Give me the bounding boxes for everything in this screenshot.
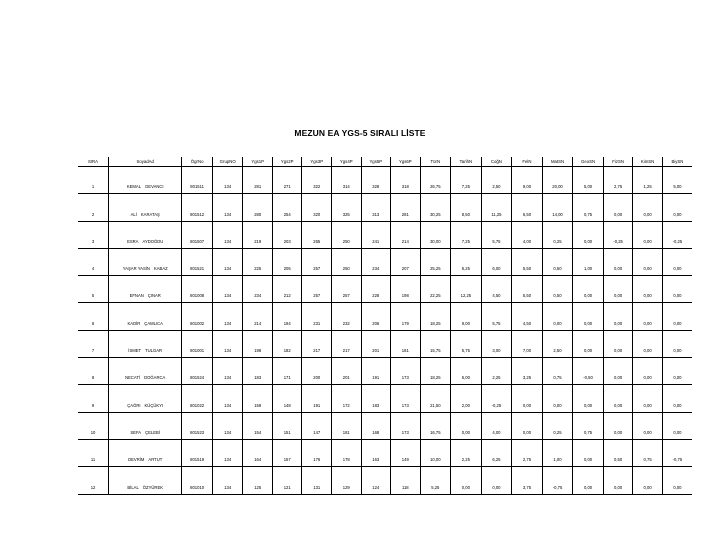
score-cell: 181 <box>332 412 362 439</box>
column-header: Ygs2P <box>272 157 302 167</box>
group-cell: 134 <box>212 248 243 275</box>
student-number-cell: 801519 <box>182 439 213 466</box>
student-name-cell <box>109 385 182 412</box>
score-cell: 217 <box>302 330 332 357</box>
first-name: BİLAL <box>127 484 139 490</box>
score-cell: 257 <box>332 276 362 303</box>
group-cell: 134 <box>212 167 243 194</box>
score-cell: 228 <box>361 276 391 303</box>
last-name: TULGAR <box>145 348 163 354</box>
score-cell: -0,25 <box>603 221 633 248</box>
score-cell: 0,00 <box>603 467 633 494</box>
student-name-cell <box>109 330 182 357</box>
column-header: SIRA <box>78 157 109 167</box>
first-name: ÇAĞRI <box>127 402 141 408</box>
group-cell: 134 <box>212 439 243 466</box>
student-number-cell: 801008 <box>182 276 213 303</box>
column-header: BiySN <box>662 157 692 167</box>
student-name-cell <box>109 358 182 385</box>
score-cell: 0,00 <box>633 248 663 275</box>
score-cell: 6,00 <box>451 358 482 385</box>
score-cell: 0,00 <box>542 303 573 330</box>
score-cell: 313 <box>361 194 391 221</box>
score-cell: 25,25 <box>420 248 451 275</box>
score-cell: 207 <box>391 248 421 275</box>
score-cell: 212 <box>272 276 302 303</box>
column-header: Ygs5P <box>361 157 391 167</box>
student-name-cell <box>109 248 182 275</box>
score-cell: 0,25 <box>542 221 573 248</box>
score-cell: 30,00 <box>420 221 451 248</box>
table-row <box>78 330 692 357</box>
score-cell: 9,00 <box>512 167 543 194</box>
score-cell: 6,25 <box>481 439 512 466</box>
rank-cell: 7 <box>78 330 109 357</box>
score-cell: 125 <box>243 467 273 494</box>
score-cell: 0,00 <box>633 330 663 357</box>
score-cell: 0,50 <box>603 439 633 466</box>
score-cell: 201 <box>332 358 362 385</box>
last-name: GEVANCI <box>145 184 164 190</box>
score-cell: 20,00 <box>542 167 573 194</box>
group-cell: 134 <box>212 303 243 330</box>
score-cell: 198 <box>243 330 273 357</box>
score-cell: 22,25 <box>420 276 451 303</box>
score-cell: 0,00 <box>662 358 692 385</box>
score-cell: 10,00 <box>420 439 451 466</box>
rank-cell: 11 <box>78 439 109 466</box>
score-cell: 0,75 <box>633 439 663 466</box>
group-cell: 134 <box>212 194 243 221</box>
table-row <box>78 303 692 330</box>
score-cell: 8,50 <box>451 194 482 221</box>
score-cell: 4,50 <box>512 303 543 330</box>
score-cell: 0,00 <box>662 385 692 412</box>
table-row <box>78 221 692 248</box>
score-cell: 5,75 <box>481 221 512 248</box>
score-cell: 164 <box>243 439 273 466</box>
column-header: FizSN <box>603 157 633 167</box>
score-cell: 9,00 <box>451 303 482 330</box>
score-cell: 124 <box>361 467 391 494</box>
last-name: ÖZYÜREK <box>142 484 164 490</box>
score-cell: 206 <box>361 303 391 330</box>
first-name: ALİ <box>130 211 137 217</box>
column-header: SoyadAd <box>109 157 182 167</box>
last-name: DOĞARCA <box>144 375 166 381</box>
score-cell: 320 <box>302 194 332 221</box>
score-cell: 2,50 <box>481 167 512 194</box>
student-number-cell: 801507 <box>182 221 213 248</box>
score-cell: 0,00 <box>633 358 663 385</box>
score-cell: 151 <box>272 412 302 439</box>
student-name-cell <box>109 303 182 330</box>
rank-cell: 9 <box>78 385 109 412</box>
student-number-cell: 801524 <box>182 358 213 385</box>
score-cell: 0,00 <box>603 248 633 275</box>
score-cell: 1,25 <box>633 167 663 194</box>
results-table <box>78 157 692 495</box>
student-name-cell <box>109 194 182 221</box>
student-name-cell <box>109 412 182 439</box>
score-cell: 0,00 <box>573 276 604 303</box>
score-cell: 15,75 <box>420 330 451 357</box>
first-name: SEFA <box>130 429 142 435</box>
last-name: AYDOĞDU <box>142 238 164 244</box>
score-cell: -0,25 <box>662 221 692 248</box>
first-name: EFNAN <box>129 293 144 299</box>
score-cell: 2,25 <box>481 358 512 385</box>
score-cell: 318 <box>391 167 421 194</box>
score-cell: 0,00 <box>573 439 604 466</box>
student-number-cell: 801001 <box>182 330 213 357</box>
score-cell: 250 <box>332 221 362 248</box>
column-header: TarihN <box>451 157 482 167</box>
score-cell: 0,00 <box>633 221 663 248</box>
rank-cell: 10 <box>78 412 109 439</box>
table-row <box>78 248 692 275</box>
score-cell: 2,75 <box>603 167 633 194</box>
score-cell: 281 <box>391 194 421 221</box>
score-cell: 0,75 <box>573 412 604 439</box>
column-header: CoğN <box>481 157 512 167</box>
rank-cell: 8 <box>78 358 109 385</box>
score-cell: 198 <box>391 276 421 303</box>
score-cell: 12,25 <box>451 276 482 303</box>
rank-cell: 1 <box>78 167 109 194</box>
score-cell: 254 <box>272 194 302 221</box>
score-cell: 7,25 <box>451 221 482 248</box>
student-name-cell <box>109 276 182 303</box>
score-cell: 163 <box>361 439 391 466</box>
score-cell: 171 <box>272 358 302 385</box>
score-cell: 0,00 <box>662 248 692 275</box>
group-cell: 134 <box>212 385 243 412</box>
score-cell: 219 <box>243 221 273 248</box>
rank-cell: 6 <box>78 303 109 330</box>
score-cell: 179 <box>391 303 421 330</box>
score-cell: 159 <box>243 385 273 412</box>
score-cell: 183 <box>243 358 273 385</box>
score-cell: 183 <box>361 385 391 412</box>
score-cell: 118 <box>391 467 421 494</box>
score-cell: 5,00 <box>573 167 604 194</box>
score-cell: 148 <box>272 385 302 412</box>
score-cell: 182 <box>272 330 302 357</box>
student-name-cell <box>109 467 182 494</box>
score-cell: 5,75 <box>451 330 482 357</box>
score-cell: 0,00 <box>633 385 663 412</box>
rank-cell: 2 <box>78 194 109 221</box>
score-cell: 5,75 <box>481 303 512 330</box>
student-name-cell <box>109 167 182 194</box>
score-cell: 0,00 <box>603 303 633 330</box>
score-cell: -0,75 <box>662 439 692 466</box>
column-header: Ygs1P <box>243 157 273 167</box>
score-cell: 16,75 <box>420 412 451 439</box>
score-cell: 0,00 <box>633 303 663 330</box>
group-cell: 134 <box>212 276 243 303</box>
score-cell: 2,00 <box>451 385 482 412</box>
score-cell: 257 <box>302 276 332 303</box>
rank-cell: 4 <box>78 248 109 275</box>
score-cell: 129 <box>332 467 362 494</box>
column-header: GrupNO <box>212 157 243 167</box>
score-cell: 0,00 <box>451 412 482 439</box>
rank-cell: 3 <box>78 221 109 248</box>
student-name-cell <box>109 221 182 248</box>
score-cell: 0,00 <box>603 358 633 385</box>
table-row <box>78 194 692 221</box>
table-row <box>78 439 692 466</box>
last-name: KÜÇÜKYI <box>144 402 164 408</box>
score-cell: 201 <box>361 330 391 357</box>
score-cell: 322 <box>302 167 332 194</box>
score-cell: 0,00 <box>662 194 692 221</box>
rank-cell: 5 <box>78 276 109 303</box>
column-header: FelN <box>512 157 543 167</box>
score-cell: 0,00 <box>573 385 604 412</box>
first-name: İSMET <box>128 348 142 354</box>
score-cell: 0,00 <box>633 467 663 494</box>
score-cell: 6,25 <box>451 248 482 275</box>
score-cell: 178 <box>332 439 362 466</box>
table-row <box>78 385 692 412</box>
student-number-cell: 801523 <box>182 412 213 439</box>
column-header: KimSN <box>633 157 663 167</box>
score-cell: 173 <box>391 412 421 439</box>
first-name: YAŞAR YASİN <box>122 266 150 272</box>
score-cell: 6,00 <box>481 248 512 275</box>
score-cell: 157 <box>272 439 302 466</box>
score-cell: 271 <box>272 167 302 194</box>
score-cell: 4,50 <box>481 276 512 303</box>
student-number-cell: 801022 <box>182 385 213 412</box>
score-cell: 203 <box>272 221 302 248</box>
score-cell: 214 <box>391 221 421 248</box>
score-cell: 325 <box>332 194 362 221</box>
score-cell: 173 <box>391 385 421 412</box>
column-header: Ygs3P <box>302 157 332 167</box>
score-cell: 0,50 <box>542 276 573 303</box>
score-cell: 0,75 <box>542 358 573 385</box>
column-header: Ygs6P <box>391 157 421 167</box>
score-cell: 0,00 <box>573 303 604 330</box>
score-cell: 0,00 <box>451 467 482 494</box>
score-cell: 281 <box>243 167 273 194</box>
score-cell: 4,00 <box>481 412 512 439</box>
score-cell: 176 <box>302 439 332 466</box>
score-cell: 5,50 <box>512 248 543 275</box>
column-header: Ygs4P <box>332 157 362 167</box>
score-cell: 0,00 <box>603 194 633 221</box>
score-cell: 214 <box>243 303 273 330</box>
score-cell: 154 <box>243 412 273 439</box>
score-cell: 231 <box>302 303 332 330</box>
student-number-cell: 801511 <box>182 167 213 194</box>
score-cell: 5,25 <box>420 467 451 494</box>
column-header: MatSN <box>542 157 573 167</box>
table-row <box>78 358 692 385</box>
score-cell: 7,25 <box>451 167 482 194</box>
last-name: KABAZ <box>153 266 168 272</box>
first-name: DEVRİM <box>128 457 145 463</box>
score-cell: 2,75 <box>512 439 543 466</box>
score-cell: 0,00 <box>662 412 692 439</box>
score-cell: 0,75 <box>573 194 604 221</box>
first-name: KADİR <box>127 320 141 326</box>
table-row <box>78 412 692 439</box>
score-cell: 194 <box>272 303 302 330</box>
score-cell: 265 <box>302 221 332 248</box>
score-cell: 250 <box>332 248 362 275</box>
score-cell: 5,50 <box>512 276 543 303</box>
score-cell: 168 <box>361 412 391 439</box>
score-cell: 328 <box>361 167 391 194</box>
header-row <box>78 157 692 167</box>
last-name: ÇAMLICA <box>144 320 163 326</box>
column-header: TürN <box>420 157 451 167</box>
score-cell: 280 <box>243 194 273 221</box>
table-row <box>78 467 692 494</box>
score-cell: 234 <box>361 248 391 275</box>
score-cell: 11,25 <box>481 194 512 221</box>
last-name: ARTUT <box>148 457 163 463</box>
score-cell: 191 <box>302 385 332 412</box>
column-header: ÖgrNo <box>182 157 213 167</box>
page-title: MEZUN EA YGS-5 SIRALI LİSTE <box>294 128 426 138</box>
student-number-cell: 801010 <box>182 467 213 494</box>
first-name: NECATİ <box>125 375 141 381</box>
score-cell: 4,00 <box>512 221 543 248</box>
score-cell: 181 <box>391 330 421 357</box>
score-cell: 0,00 <box>633 194 663 221</box>
score-cell: -0,25 <box>481 385 512 412</box>
score-cell: 0,00 <box>481 467 512 494</box>
score-cell: 0,25 <box>542 412 573 439</box>
column-header: GeoSN <box>573 157 604 167</box>
score-cell: 232 <box>332 303 362 330</box>
score-cell: 205 <box>272 248 302 275</box>
score-cell: 0,00 <box>573 221 604 248</box>
score-cell: 0,00 <box>512 385 543 412</box>
first-name: KEMAL <box>126 184 142 190</box>
score-cell: 217 <box>332 330 362 357</box>
last-name: KARATAŞ <box>140 211 160 217</box>
score-cell: 200 <box>302 358 332 385</box>
score-cell: 0,00 <box>512 412 543 439</box>
student-number-cell: 801002 <box>182 303 213 330</box>
score-cell: 18,25 <box>420 303 451 330</box>
score-cell: 0,00 <box>573 467 604 494</box>
table-row <box>78 276 692 303</box>
score-cell: 191 <box>361 358 391 385</box>
score-cell: 18,25 <box>420 358 451 385</box>
score-cell: 3,00 <box>481 330 512 357</box>
group-cell: 134 <box>212 330 243 357</box>
score-cell: 5,00 <box>662 167 692 194</box>
score-cell: -0,50 <box>573 358 604 385</box>
score-cell: 0,00 <box>603 412 633 439</box>
score-cell: 147 <box>302 412 332 439</box>
score-cell: 14,00 <box>542 194 573 221</box>
score-cell: 0,00 <box>662 330 692 357</box>
table-row <box>78 167 692 194</box>
score-cell: 314 <box>332 167 362 194</box>
score-cell: 225 <box>243 248 273 275</box>
first-name: ESRA <box>127 238 139 244</box>
last-name: ÇELEBİ <box>145 429 161 435</box>
score-cell: 0,00 <box>662 467 692 494</box>
score-cell: 234 <box>243 276 273 303</box>
score-cell: 0,00 <box>633 412 663 439</box>
score-cell: -0,75 <box>542 467 573 494</box>
score-cell: 2,50 <box>542 330 573 357</box>
score-cell: 0,50 <box>542 248 573 275</box>
score-cell: 257 <box>302 248 332 275</box>
last-name: ÇINAR <box>147 293 161 299</box>
score-cell: 7,00 <box>512 330 543 357</box>
rank-cell: 12 <box>78 467 109 494</box>
score-cell: 0,00 <box>662 276 692 303</box>
group-cell: 134 <box>212 358 243 385</box>
score-cell: 121 <box>272 467 302 494</box>
score-cell: 0,00 <box>573 330 604 357</box>
score-cell: 149 <box>391 439 421 466</box>
score-cell: 241 <box>361 221 391 248</box>
score-cell: 1,00 <box>542 439 573 466</box>
score-cell: 3,75 <box>512 467 543 494</box>
score-cell: 21,50 <box>420 385 451 412</box>
score-cell: 6,50 <box>512 194 543 221</box>
score-cell: 0,00 <box>662 303 692 330</box>
score-cell: 0,00 <box>603 385 633 412</box>
score-cell: 2,25 <box>451 439 482 466</box>
score-cell: 26,75 <box>420 167 451 194</box>
score-cell: 30,25 <box>420 194 451 221</box>
score-cell: 3,25 <box>512 358 543 385</box>
score-cell: 0,00 <box>603 330 633 357</box>
score-cell: 172 <box>332 385 362 412</box>
score-cell: 1,00 <box>573 248 604 275</box>
score-cell: 131 <box>302 467 332 494</box>
student-number-cell: 801521 <box>182 248 213 275</box>
group-cell: 134 <box>212 412 243 439</box>
group-cell: 134 <box>212 467 243 494</box>
student-number-cell: 801512 <box>182 194 213 221</box>
score-cell: 0,00 <box>603 276 633 303</box>
score-cell: 0,00 <box>633 276 663 303</box>
group-cell: 134 <box>212 221 243 248</box>
score-cell: 0,00 <box>542 385 573 412</box>
student-name-cell <box>109 439 182 466</box>
score-cell: 173 <box>391 358 421 385</box>
